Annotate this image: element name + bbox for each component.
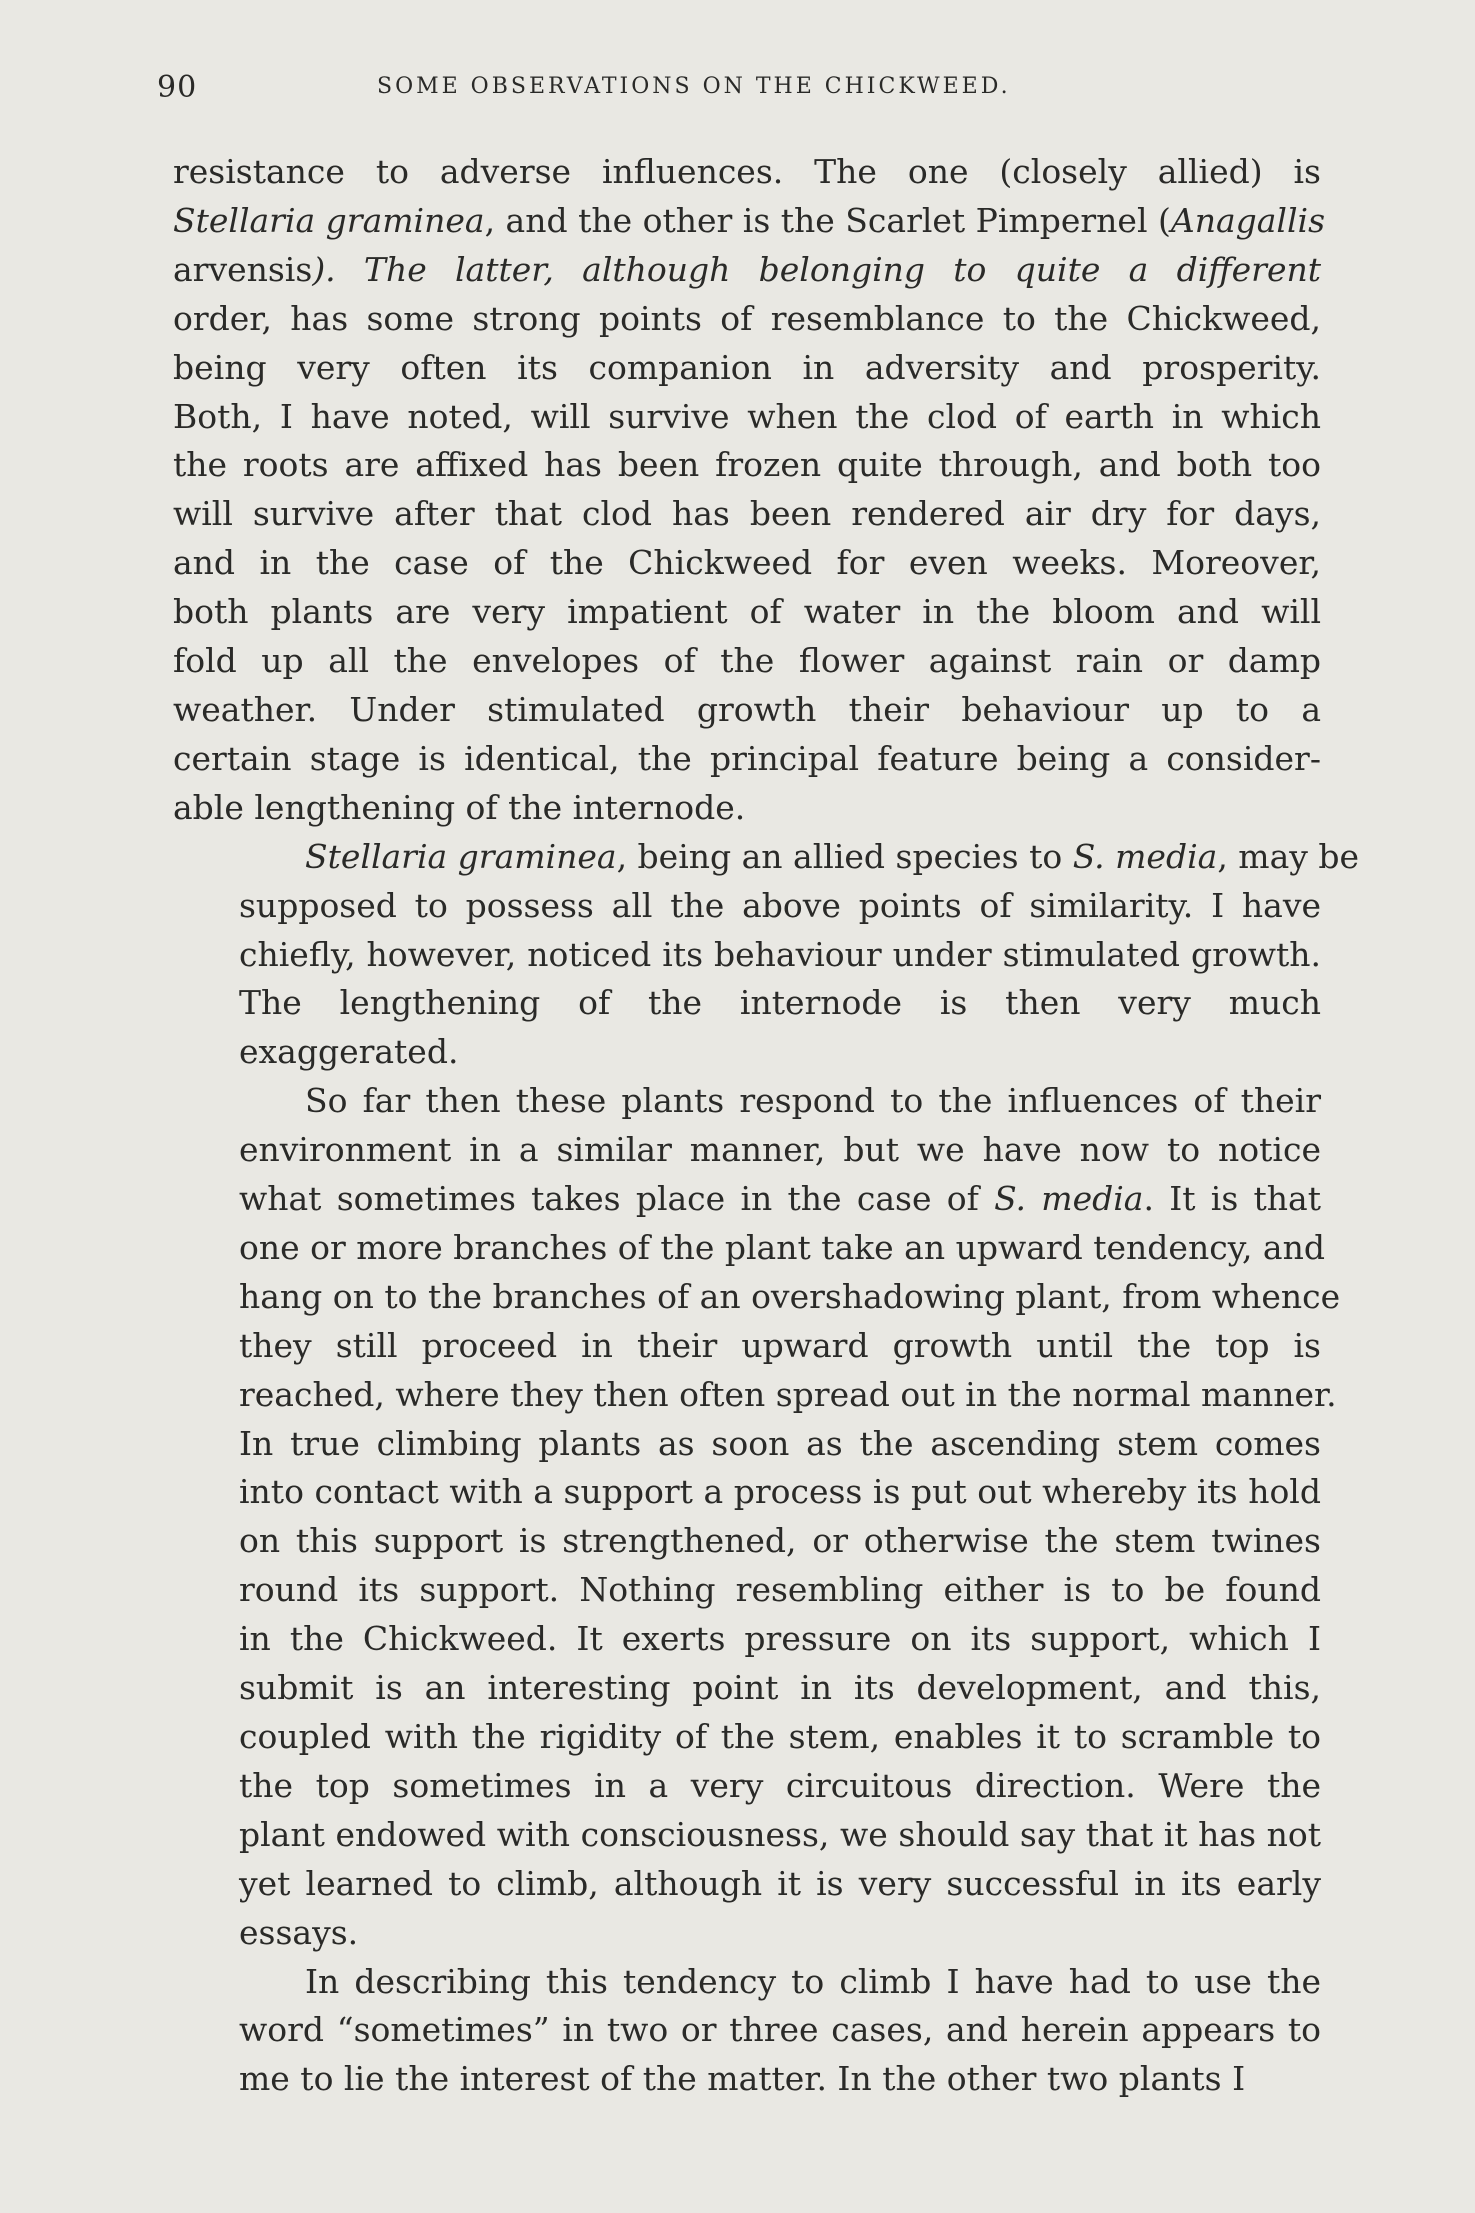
text-line: Both, I have noted, will survive when the clod of earth in which	[173, 396, 1321, 436]
text-line: able lengthening of the internode.	[173, 787, 746, 827]
italic-term: Anagallis	[1170, 200, 1326, 240]
paragraph	[173, 1077, 1341, 1957]
text-line: they still proceed in their upward growth until the top is	[239, 1325, 1321, 1365]
text-line: Stellaria graminea, and the other is the Scarlet Pimpernel (Anagallis	[173, 200, 1326, 240]
text-line: arvensis). The latter, although belonging to quite a different	[173, 249, 1321, 289]
text-line: will survive after that clod has been rendered air dry for days,	[173, 494, 1321, 534]
text-line: exaggerated.	[239, 1032, 459, 1072]
text-line: one or more branches of the plant take an upward tendency, and	[239, 1227, 1325, 1267]
text-line: In true climbing plants as soon as the ascending stem comes	[239, 1423, 1321, 1463]
text-line: certain stage is identical, the principal feature being a consider-	[173, 738, 1321, 778]
italic-term: Stellaria graminea	[173, 200, 485, 240]
text-line: weather. Under stimulated growth their behaviour up to a	[173, 689, 1321, 729]
text-line: fold up all the envelopes of the flower against rain or damp	[173, 641, 1321, 681]
text-line: The lengthening of the internode is then very much	[239, 983, 1321, 1023]
running-title: SOME OBSERVATIONS ON THE CHICKWEED.	[377, 74, 1011, 99]
text-line: the top sometimes in a very circuitous direction. Were the	[239, 1765, 1321, 1805]
italic-term: ). The latter, although belonging to quite a different	[312, 249, 1321, 289]
text-line: So far then these plants respond to the influences of their	[305, 1081, 1321, 1121]
text-line: being very often its companion in adversity and prosperity.	[173, 347, 1321, 387]
text-line: in the Chickweed. It exerts pressure on its support, which I	[239, 1619, 1321, 1659]
text-line: the roots are affixed has been frozen quite through, and both too	[173, 445, 1321, 485]
text-line: In describing this tendency to climb I have had to use the	[305, 1961, 1321, 2001]
text-line: reached, where they then often spread out in the normal manner.	[239, 1374, 1337, 1414]
text-line: resistance to adverse influences. The one (closely allied) is	[173, 152, 1321, 191]
italic-term: Stellaria graminea	[305, 836, 617, 876]
page-number: 90	[157, 70, 198, 105]
text-line: order, has some strong points of resemblance to the Chickweed,	[173, 298, 1321, 338]
text-line: round its support. Nothing resembling either is to be found	[239, 1570, 1321, 1610]
text-line: coupled with the rigidity of the stem, enables it to scramble to	[239, 1717, 1321, 1756]
text-line: what sometimes takes place in the case of S. media. It is that	[239, 1179, 1321, 1219]
text-line: and in the case of the Chickweed for even weeks. Moreover,	[173, 543, 1321, 583]
text-line: environment in a similar manner, but we have now to notice	[239, 1130, 1321, 1170]
paragraph	[173, 148, 1326, 833]
text-line: essays.	[239, 1912, 359, 1952]
text-line: plant endowed with consciousness, we should say that it has not	[239, 1814, 1321, 1854]
text-line: on this support is strengthened, or otherwise the stem twines	[239, 1521, 1321, 1561]
italic-term: S. media	[1072, 836, 1218, 876]
text-line: chiefly, however, noticed its behaviour under stimulated growth.	[239, 934, 1321, 974]
text-line: submit is an interesting point in its development, and this,	[239, 1668, 1321, 1708]
text-line: me to lie the interest of the matter. In the other two plants I	[239, 2059, 1246, 2099]
text-line: yet learned to climb, although it is very successful in its early	[239, 1863, 1321, 1903]
paragraph	[173, 1958, 1321, 2105]
italic-term: S. media	[994, 1179, 1144, 1219]
text-line: Stellaria graminea, being an allied species to S. media, may be	[305, 836, 1360, 876]
body-text	[173, 148, 1360, 2104]
page-header	[157, 70, 1325, 110]
text-line: both plants are very impatient of water in the bloom and will	[173, 592, 1321, 632]
text-line: supposed to possess all the above points of similarity. I have	[239, 885, 1321, 925]
paragraph	[173, 833, 1360, 1078]
text-line: hang on to the branches of an overshadowing plant, from whence	[239, 1276, 1341, 1316]
text-line: word “sometimes” in two or three cases, and herein appears to	[239, 2010, 1321, 2050]
text-line: into contact with a support a process is put out whereby its hold	[239, 1472, 1321, 1512]
